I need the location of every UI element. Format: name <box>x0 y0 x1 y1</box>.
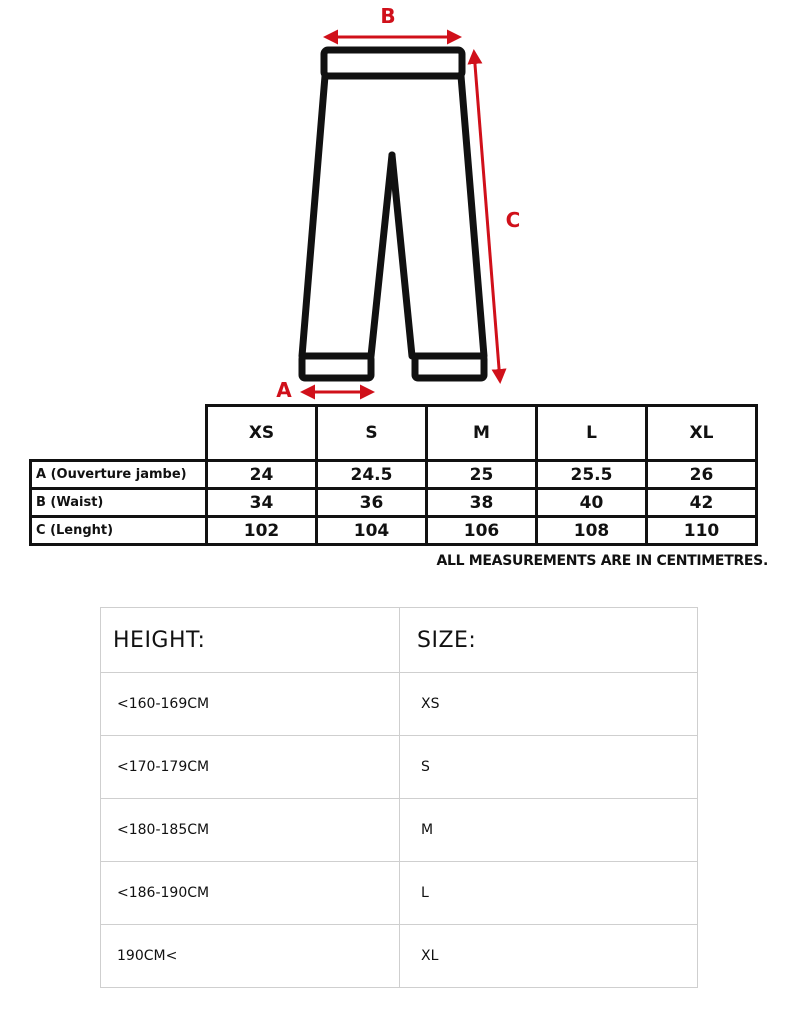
size-header-s: S <box>317 406 427 461</box>
height-cell: 190CM< <box>101 925 400 988</box>
height-cell: <180-185CM <box>101 799 400 862</box>
dimension-b-label: B <box>380 4 396 28</box>
table-cell: 24 <box>207 461 317 489</box>
height-size-header-row <box>101 608 698 673</box>
height-size-table <box>100 607 698 988</box>
size-cell: S <box>400 736 698 799</box>
waistband-shape <box>324 50 462 76</box>
row-label-b: B (Waist) <box>31 489 207 517</box>
table-row <box>31 461 757 489</box>
size-cell: M <box>400 799 698 862</box>
size-header-l: L <box>537 406 647 461</box>
table-cell: 24.5 <box>317 461 427 489</box>
left-cuff-shape <box>302 356 371 378</box>
right-cuff-shape <box>415 356 484 378</box>
table-cell: 108 <box>537 517 647 545</box>
table-row <box>31 489 757 517</box>
table-cell: 106 <box>427 517 537 545</box>
height-header: HEIGHT: <box>101 608 400 673</box>
table-cell: 110 <box>647 517 757 545</box>
height-cell: <186-190CM <box>101 862 400 925</box>
table-cell: 42 <box>647 489 757 517</box>
height-cell: <160-169CM <box>101 673 400 736</box>
measurements-note: ALL MEASUREMENTS ARE IN CENTIMETRES. <box>436 553 768 569</box>
table-cell: 34 <box>207 489 317 517</box>
table-cell: 38 <box>427 489 537 517</box>
table-cell: 25 <box>427 461 537 489</box>
size-cell: L <box>400 862 698 925</box>
size-cell: XL <box>400 925 698 988</box>
table-row <box>101 673 698 736</box>
left-leg-shape <box>302 76 392 356</box>
dimension-c-arrow <box>474 52 500 381</box>
dimension-a-label: A <box>276 378 292 400</box>
pants-diagram <box>0 0 800 400</box>
size-header-xs: XS <box>207 406 317 461</box>
height-cell: <170-179CM <box>101 736 400 799</box>
row-label-a: A (Ouverture jambe) <box>31 461 207 489</box>
measurements-header-row <box>31 406 757 461</box>
row-label-c: C (Lenght) <box>31 517 207 545</box>
right-leg-shape <box>392 76 484 356</box>
table-cell: 26 <box>647 461 757 489</box>
table-cell: 40 <box>537 489 647 517</box>
size-header-xl: XL <box>647 406 757 461</box>
table-cell: 36 <box>317 489 427 517</box>
size-cell: XS <box>400 673 698 736</box>
size-header-m: M <box>427 406 537 461</box>
table-cell: 25.5 <box>537 461 647 489</box>
size-header: SIZE: <box>400 608 698 673</box>
table-row <box>101 799 698 862</box>
measurements-table <box>29 404 758 546</box>
pants-illustration <box>0 0 800 400</box>
table-row <box>101 862 698 925</box>
measurements-corner-cell <box>31 406 207 461</box>
table-row <box>101 736 698 799</box>
table-row <box>31 517 757 545</box>
table-row <box>101 925 698 988</box>
table-cell: 104 <box>317 517 427 545</box>
table-cell: 102 <box>207 517 317 545</box>
dimension-c-label: C <box>505 208 521 232</box>
